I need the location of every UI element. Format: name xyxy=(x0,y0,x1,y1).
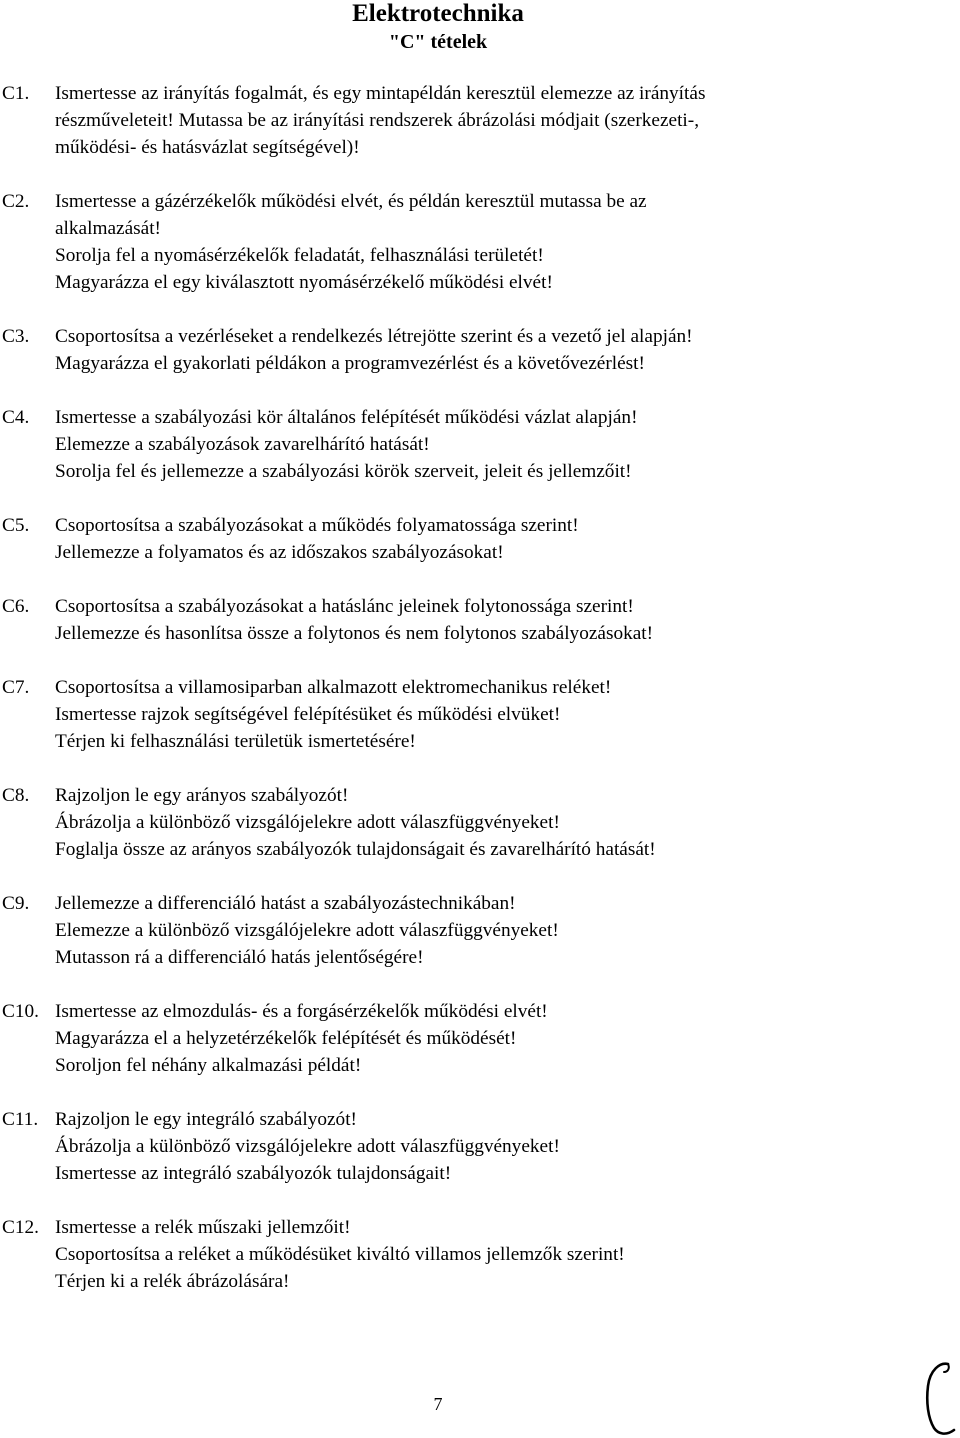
topic-item xyxy=(0,890,940,971)
topic-text-line: Rajzoljon le egy arányos szabályozót! xyxy=(55,785,349,806)
topic-text-line: Jellemezze a folyamatos és az időszakos szabályozásokat! xyxy=(55,542,504,563)
topic-text-line: Rajzoljon le egy integráló szabályozót! xyxy=(55,1109,357,1130)
topic-item xyxy=(0,80,940,161)
topic-text-line: Jellemezze a differenciáló hatást a szabályozástechnikában! xyxy=(55,893,516,914)
topic-text-line: Ábrázolja a különböző vizsgálójelekre adott válaszfüggvényeket! xyxy=(55,1136,560,1157)
topic-item xyxy=(0,512,940,566)
topic-text-line: Ismertesse rajzok segítségével felépítésüket és működési elvüket! xyxy=(55,704,561,725)
topic-text-line: Csoportosítsa a szabályozásokat a hatáslánc jeleinek folytonossága szerint! xyxy=(55,596,634,617)
topic-text-line: Ismertesse az irányítás fogalmát, és egy mintapéldán keresztül elemezze az irányítás xyxy=(55,83,706,104)
topic-text-line: Magyarázza el a helyzetérzékelők felépítését és működését! xyxy=(55,1028,517,1049)
topic-label: C12. xyxy=(2,1217,39,1238)
topic-label: C1. xyxy=(2,83,30,104)
topic-label: C11. xyxy=(2,1109,39,1130)
topic-label: C4. xyxy=(2,407,30,428)
page-title: Elektrotechnika xyxy=(352,0,524,27)
topic-item xyxy=(0,1214,940,1295)
topic-label: C6. xyxy=(2,596,30,617)
topic-text-line: részműveleteit! Mutassa be az irányítási rendszerek ábrázolási módjait (szerkezeti-, xyxy=(55,110,700,131)
topic-text-line: alkalmazását! xyxy=(55,218,161,239)
topic-label: C2. xyxy=(2,191,30,212)
topic-item xyxy=(0,188,940,296)
topic-item xyxy=(0,998,940,1079)
topic-label: C7. xyxy=(2,677,30,698)
topic-list xyxy=(0,80,940,1295)
topic-item xyxy=(0,782,940,863)
topic-label: C9. xyxy=(2,893,30,914)
topic-text-line: Ábrázolja a különböző vizsgálójelekre adott válaszfüggvényeket! xyxy=(55,812,560,833)
topic-item xyxy=(0,404,940,485)
topic-text-line: Jellemezze és hasonlítsa össze a folytonos és nem folytonos szabályozásokat! xyxy=(55,623,654,644)
topic-item xyxy=(0,1106,940,1187)
topic-label: C5. xyxy=(2,515,30,536)
page-subtitle: "C" tételek xyxy=(388,31,488,53)
topic-text-line: Ismertesse a relék műszaki jellemzőit! xyxy=(55,1217,351,1238)
topic-text-line: Sorolja fel és jellemezze a szabályozási körök szerveit, jeleit és jellemzőit! xyxy=(55,461,632,482)
topic-text-line: Sorolja fel a nyomásérzékelők feladatát, felhasználási területét! xyxy=(55,245,544,266)
topic-text-line: Csoportosítsa a villamosiparban alkalmazott elektromechanikus reléket! xyxy=(55,677,612,698)
topic-label: C8. xyxy=(2,785,30,806)
topic-label: C10. xyxy=(2,1001,39,1022)
topic-text-line: Térjen ki a relék ábrázolására! xyxy=(55,1271,290,1292)
topic-text-line: Csoportosítsa a szabályozásokat a működés folyamatossága szerint! xyxy=(55,515,579,536)
topic-item xyxy=(0,593,940,647)
handwritten-c-mark xyxy=(918,1360,960,1438)
topic-text-line: Ismertesse az integráló szabályozók tulajdonságait! xyxy=(55,1163,452,1184)
topic-text-line: Csoportosítsa a reléket a működésüket kiváltó villamos jellemzők szerint! xyxy=(55,1244,625,1265)
topic-item xyxy=(0,674,940,755)
topic-text-line: Mutasson rá a differenciáló hatás jelentőségére! xyxy=(55,947,424,968)
topic-label: C3. xyxy=(2,326,30,347)
topic-text-line: működési- és hatásvázlat segítségével)! xyxy=(55,137,360,158)
topic-text-line: Foglalja össze az arányos szabályozók tulajdonságait és zavarelhárító hatását! xyxy=(55,839,656,860)
topic-text-line: Térjen ki felhasználási területük ismertetésére! xyxy=(55,731,416,752)
page-number: 7 xyxy=(433,1394,443,1414)
topic-text-line: Magyarázza el egy kiválasztott nyomásérzékelő működési elvét! xyxy=(55,272,553,293)
topic-text-line: Csoportosítsa a vezérléseket a rendelkezés létrejötte szerint és a vezető jel alapján! xyxy=(55,326,693,347)
topic-text-line: Magyarázza el gyakorlati példákon a programvezérlést és a követővezérlést! xyxy=(55,353,645,374)
topic-text-line: Ismertesse a szabályozási kör általános felépítését működési vázlat alapján! xyxy=(55,407,638,428)
topic-item xyxy=(0,323,940,377)
topic-text-line: Ismertesse a gázérzékelők működési elvét, és példán keresztül mutassa be az xyxy=(55,191,647,212)
topic-text-line: Ismertesse az elmozdulás- és a forgásérzékelők működési elvét! xyxy=(55,1001,548,1022)
topic-text-line: Elemezze a szabályozások zavarelhárító hatását! xyxy=(55,434,430,455)
topic-text-line: Soroljon fel néhány alkalmazási példát! xyxy=(55,1055,362,1076)
topic-text-line: Elemezze a különböző vizsgálójelekre adott válaszfüggvényeket! xyxy=(55,920,559,941)
